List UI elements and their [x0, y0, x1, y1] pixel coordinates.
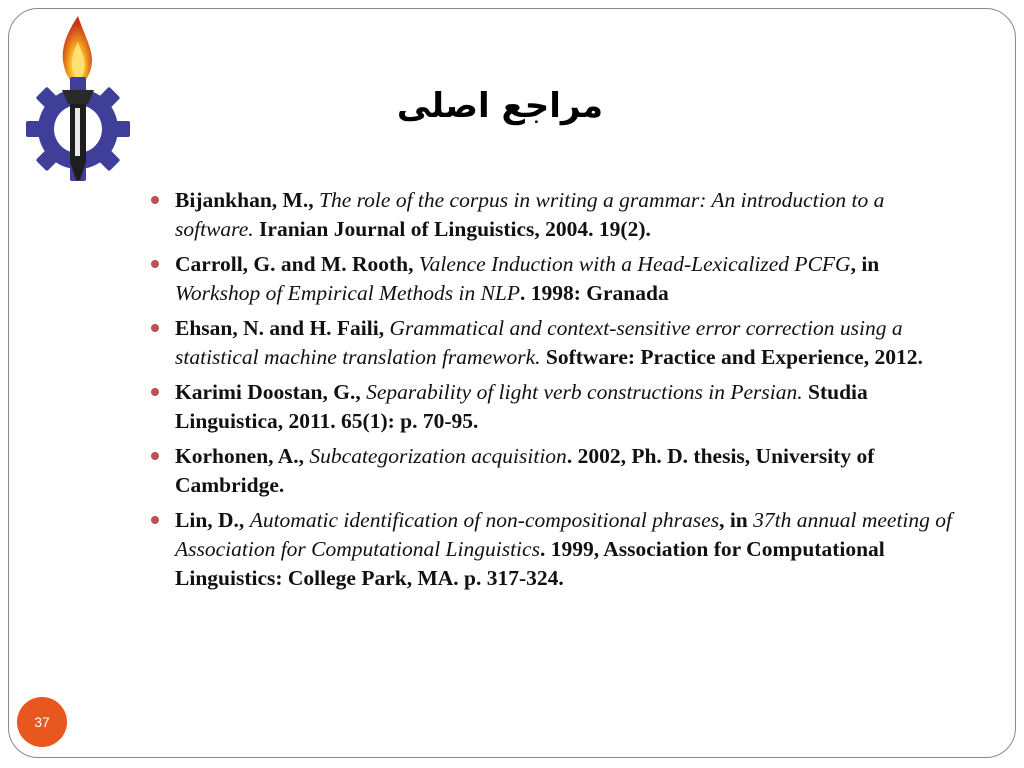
page-number-badge: 37	[17, 697, 67, 747]
reference-item	[150, 186, 965, 244]
reference-details: Studia Linguistica, 2011. 65(1): p. 70-95.	[175, 380, 868, 433]
reference-item	[150, 378, 965, 436]
reference-list	[150, 186, 965, 599]
reference-in: , in	[719, 508, 754, 532]
reference-authors: Korhonen, A.,	[175, 444, 310, 468]
reference-item	[150, 314, 965, 372]
reference-title: Separability of light verb constructions in Persian.	[366, 380, 803, 404]
torch-gear-logo-icon	[20, 12, 136, 184]
reference-title: The role of the corpus in writing a grammar: An introduction to a software.	[175, 188, 885, 241]
reference-item	[150, 506, 965, 593]
reference-venue: Workshop of Empirical Methods in NLP	[175, 281, 520, 305]
reference-authors: Ehsan, N. and H. Faili,	[175, 316, 390, 340]
reference-in: , in	[850, 252, 880, 276]
reference-details: Software: Practice and Experience, 2012.	[540, 345, 923, 369]
reference-details: . 1998: Granada	[520, 281, 669, 305]
reference-title: Subcategorization acquisition	[309, 444, 567, 468]
reference-authors: Karimi Doostan, G.,	[175, 380, 367, 404]
reference-venue: 37th annual meeting of Association for Computational Linguistics	[175, 508, 952, 561]
reference-item	[150, 442, 965, 500]
reference-title: Grammatical and context-sensitive error correction using a statistical machine translation framework.	[175, 316, 903, 369]
reference-details: Iranian Journal of Linguistics, 2004. 19(2).	[253, 217, 651, 241]
reference-details: . 2002, Ph. D. thesis, University of Cambridge.	[175, 444, 875, 497]
slide-title: مراجع اصلی	[396, 86, 604, 126]
reference-authors: Lin, D.,	[175, 508, 250, 532]
reference-title: Automatic identification of non-compositional phrases	[249, 508, 720, 532]
reference-authors: Bijankhan, M.,	[175, 188, 319, 212]
reference-authors: Carroll, G. and M. Rooth,	[175, 252, 419, 276]
reference-title: Valence Induction with a Head-Lexicalized PCFG	[418, 252, 851, 276]
reference-item	[150, 250, 965, 308]
reference-details: . 1999, Association for Computational Linguistics: College Park, MA. p. 317-324.	[175, 537, 885, 590]
